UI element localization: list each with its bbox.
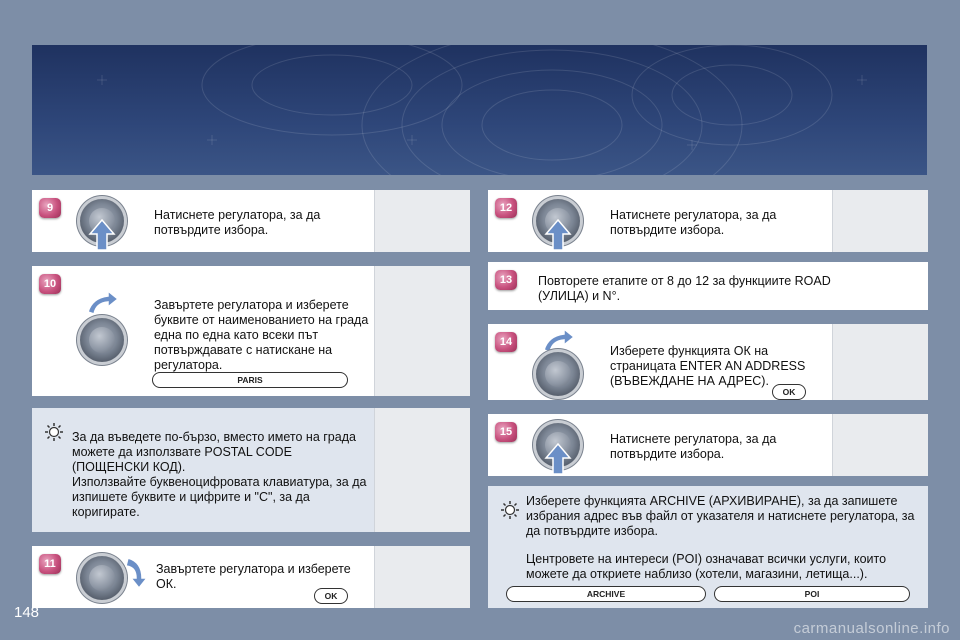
- radio-panel-thumbnail: [374, 190, 470, 252]
- step-13-text: Повторете етапите от 8 до 12 за функциите ROAD (УЛИЦА) и N°.: [538, 274, 831, 303]
- step-15-panel: [488, 414, 928, 476]
- radio-panel-thumbnail: [374, 546, 470, 608]
- ok-button[interactable]: OK: [314, 588, 348, 604]
- sun-tip-icon: [500, 500, 520, 520]
- tip-postal-code-panel: [32, 408, 470, 532]
- rotary-knob-icon: [80, 556, 124, 600]
- step-number-badge: 12: [495, 198, 517, 218]
- step-11-panel: [32, 546, 470, 608]
- step-12-text: Натиснете регулатора, за да потвърдите избора.: [610, 208, 777, 237]
- contour-map-decoration: [32, 45, 927, 175]
- step-11-text: Завъртете регулатора и изберете ОК.: [156, 562, 351, 591]
- ok-button[interactable]: OK: [772, 384, 806, 400]
- radio-panel-thumbnail: [832, 190, 928, 252]
- push-arrow-icon: [544, 442, 572, 476]
- step-9-panel: [32, 190, 470, 252]
- step-10-text: Завъртете регулатора и изберете буквите от наименованието на града една по една като всеки път потвърждавате с натискане на регулатора.: [154, 298, 369, 372]
- step-12-panel: [488, 190, 928, 252]
- step-13-panel: [488, 262, 928, 310]
- step-number-badge: 9: [39, 198, 61, 218]
- poi-button[interactable]: POI: [714, 586, 910, 602]
- radio-panel-thumbnail: [832, 414, 928, 476]
- radio-panel-thumbnail: [374, 266, 470, 396]
- watermark: carmanualsonline.info: [793, 620, 950, 637]
- radio-panel-thumbnail: [832, 324, 928, 400]
- step-number-badge: 13: [495, 270, 517, 290]
- push-arrow-icon: [88, 218, 116, 252]
- step-14-panel: [488, 324, 928, 400]
- tip-poi-text: Центровете на интереси (POI) означават всички услуги, които можете да откриете наблизо (хотели, магазини, летища...).: [526, 552, 887, 581]
- step-14-text: Изберете функцията ОК на страницата ENTER AN ADDRESS (ВЪВЕЖДАНЕ НА АДРЕС).: [610, 344, 806, 388]
- archive-button[interactable]: ARCHIVE: [506, 586, 706, 602]
- rotate-arrow-icon: [124, 554, 150, 590]
- header-banner: [32, 45, 927, 175]
- rotate-arrow-icon: [540, 328, 576, 354]
- step-9-text: Натиснете регулатора, за да потвърдите избора.: [154, 208, 321, 237]
- sun-tip-icon: [44, 422, 64, 442]
- rotate-arrow-icon: [84, 290, 120, 316]
- step-15-text: Натиснете регулатора, за да потвърдите избора.: [610, 432, 777, 461]
- paris-button[interactable]: PARIS: [152, 372, 348, 388]
- step-number-badge: 15: [495, 422, 517, 442]
- rotary-knob-icon: [536, 352, 580, 396]
- rotary-knob-icon: [80, 318, 124, 362]
- tip-postal-code-text: За да въведете по-бързо, вместо името на града можете да използвате POSTAL CODE (ПОЩЕНСКИ КОД). Използвайте буквеноцифровата клавиатура, за да изпишете буквите и цифрите и "C", за да коригирате.: [72, 430, 367, 519]
- page-number: 148: [14, 604, 40, 621]
- step-number-badge: 10: [39, 274, 61, 294]
- step-number-badge: 14: [495, 332, 517, 352]
- keypad-thumbnail: [374, 408, 470, 532]
- tip-archive-text: Изберете функцията ARCHIVE (АРХИВИРАНЕ), за да запишете избрания адрес във файл от указателя и натиснете регулатора, за да потвърдите избора.: [526, 494, 915, 538]
- tip-archive-panel: [488, 486, 928, 608]
- step-10-panel: [32, 266, 470, 396]
- push-arrow-icon: [544, 218, 572, 252]
- step-number-badge: 11: [39, 554, 61, 574]
